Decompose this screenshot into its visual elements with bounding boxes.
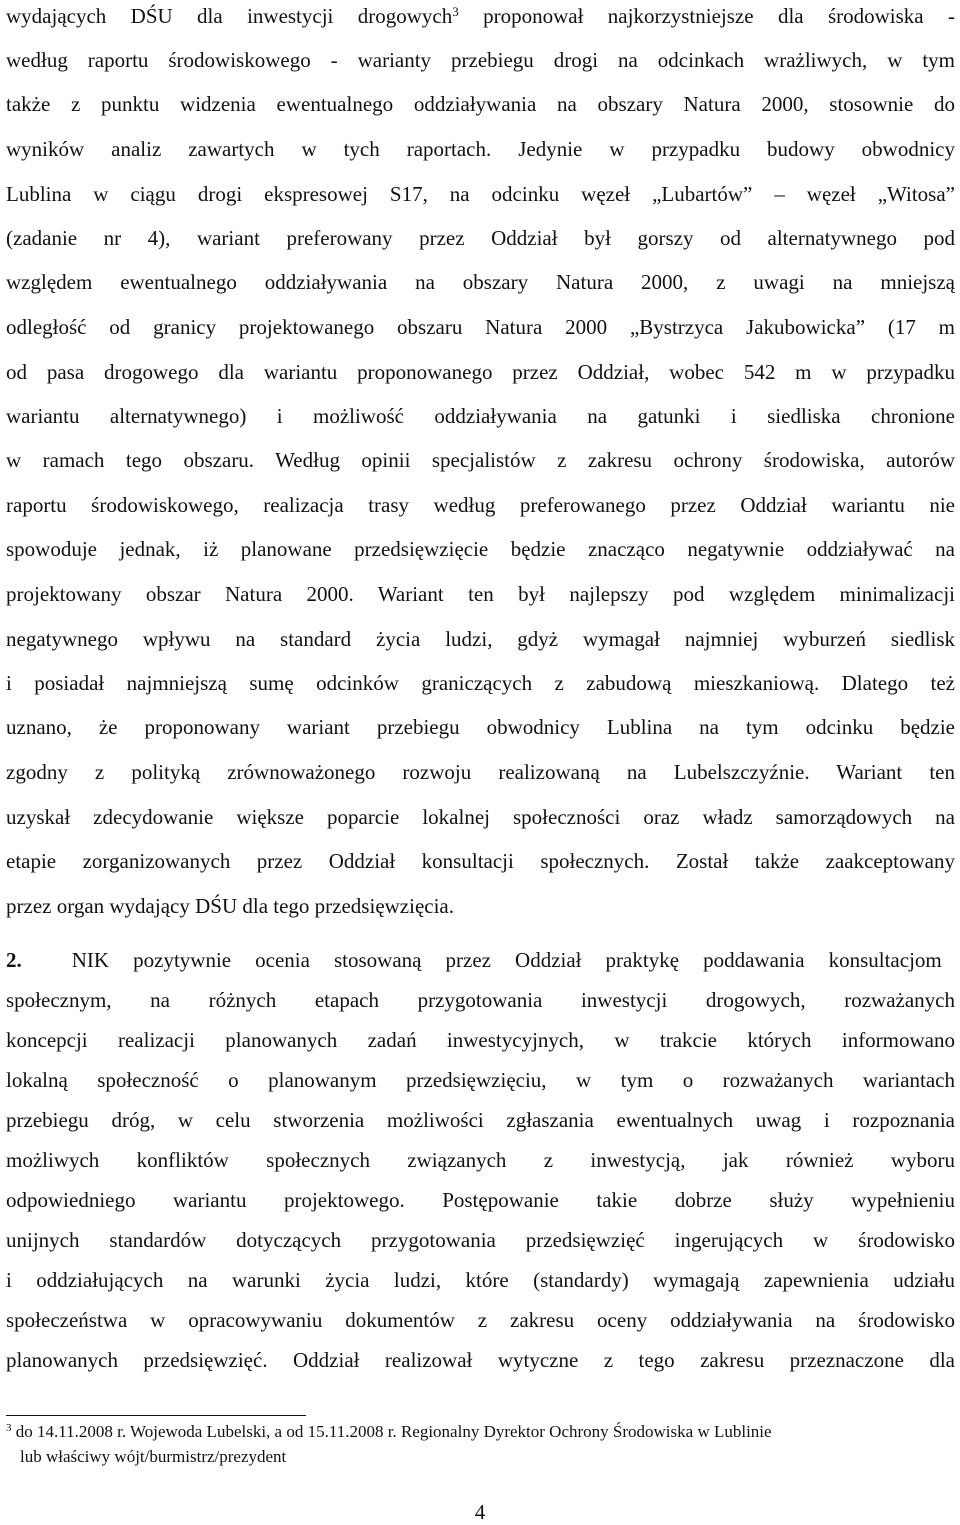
text-line: uzyskał zdecydowanie większe poparcie lokalnej społeczności oraz władz samorządowych na bbox=[6, 805, 955, 829]
text-line: także z punktu widzenia ewentualnego oddziaływania na obszary Natura 2000, stosownie do bbox=[6, 92, 955, 116]
text-line: Lublina w ciągu drogi ekspresowej S17, na odcinku węzeł „Lubartów” – węzeł „Witosa” bbox=[6, 182, 955, 206]
footnote-marker: 3 bbox=[6, 1422, 12, 1434]
text-line: społeczeństwa w opracowywaniu dokumentów z zakresu oceny oddziaływania na środowisko bbox=[6, 1308, 955, 1332]
text-line: i posiadał najmniejszą sumę odcinków graniczących z zabudową mieszkaniową. Dlatego też bbox=[6, 671, 955, 695]
text-line: etapie zorganizowanych przez Oddział konsultacji społecznych. Został także zaakceptowany bbox=[6, 849, 955, 873]
text-line: względem ewentualnego oddziaływania na obszary Natura 2000, z uwagi na mniejszą bbox=[6, 270, 955, 294]
text-line: raportu środowiskowego, realizacja trasy według preferowanego przez Oddział wariantu nie bbox=[6, 493, 955, 517]
paragraph-number: 2. bbox=[6, 948, 22, 972]
text-line: zgodny z polityką zrównoważonego rozwoju realizowaną na Lubelszczyźnie. Wariant ten bbox=[6, 760, 955, 784]
text-line: wydających DŚU dla inwestycji drogowych$^3$ proponował najkorzystniejsze dla środowiska - bbox=[6, 4, 955, 28]
text-line: negatywnego wpływu na standard życia ludzi, gdyż wymagał najmniej wyburzeń siedlisk bbox=[6, 627, 955, 651]
footnote-line: $^3$ do 14.11.2008 r. Wojewoda Lubelski, a od 15.11.2008 r. Regionalny Dyrektor Ochrony Środowiska w Lublinie bbox=[6, 1422, 772, 1441]
text-line: według raportu środowiskowego - warianty przebiegu drogi na odcinkach wrażliwych, w tym bbox=[6, 48, 955, 72]
text-line: możliwych konfliktów społecznych związanych z inwestycją, jak również wyboru bbox=[6, 1148, 955, 1172]
footnote-divider bbox=[6, 1415, 306, 1416]
paragraph-2-first-line: 2. NIK pozytywnie ocenia stosowaną przez Oddział praktykę poddawania konsultacjom bbox=[6, 948, 942, 972]
text-line: wariantu alternatywnego) i możliwość oddziaływania na gatunki i siedliska chronione bbox=[6, 404, 955, 428]
text-line: w ramach tego obszaru. Według opinii specjalistów z zakresu ochrony środowiska, autorów bbox=[6, 448, 955, 472]
text-line: odległość od granicy projektowanego obszaru Natura 2000 „Bystrzyca Jakubowicka” (17 m bbox=[6, 315, 955, 339]
text-line: unijnych standardów dotyczących przygotowania przedsięwzięć ingerujących w środowisko bbox=[6, 1228, 955, 1252]
text-line: od pasa drogowego dla wariantu proponowanego przez Oddział, wobec 542 m w przypadku bbox=[6, 360, 955, 384]
page-number: 4 bbox=[474, 1500, 486, 1524]
text-line: lokalną społeczność o planowanym przedsięwzięciu, w tym o rozważanych wariantach bbox=[6, 1068, 955, 1092]
footnote-ref[interactable]: 3 bbox=[452, 4, 459, 19]
text-line: spowoduje jednak, iż planowane przedsięwzięcie będzie znacząco negatywnie oddziaływać na bbox=[6, 537, 955, 561]
text-line: przez organ wydający DŚU dla tego przedsięwzięcia. bbox=[6, 894, 455, 918]
text-line: wyników analiz zawartych w tych raportach. Jedynie w przypadku budowy obwodnicy bbox=[6, 137, 955, 161]
text-line: społecznym, na różnych etapach przygotowania inwestycji drogowych, rozważanych bbox=[6, 988, 955, 1012]
text-line: (zadanie nr 4), wariant preferowany przez Oddział był gorszy od alternatywnego pod bbox=[6, 226, 955, 250]
text-line: i oddziałujących na warunki życia ludzi, które (standardy) wymagają zapewnienia udziału bbox=[6, 1268, 955, 1292]
text-line: uznano, że proponowany wariant przebiegu obwodnicy Lublina na tym odcinku będzie bbox=[6, 715, 955, 739]
text-line: projektowany obszar Natura 2000. Wariant ten był najlepszy pod względem minimalizacji bbox=[6, 582, 955, 606]
footnote-line: lub właściwy wójt/burmistrz/prezydent bbox=[20, 1447, 287, 1466]
text-line: przebiegu dróg, w celu stworzenia możliwości zgłaszania ewentualnych uwag i rozpoznania bbox=[6, 1108, 955, 1132]
text-line: planowanych przedsięwzięć. Oddział realizował wytyczne z tego zakresu przeznaczone dla bbox=[6, 1348, 955, 1372]
text-line: koncepcji realizacji planowanych zadań inwestycyjnych, w trakcie których informowano bbox=[6, 1028, 955, 1052]
text-line: odpowiedniego wariantu projektowego. Postępowanie takie dobrze służy wypełnieniu bbox=[6, 1188, 955, 1212]
